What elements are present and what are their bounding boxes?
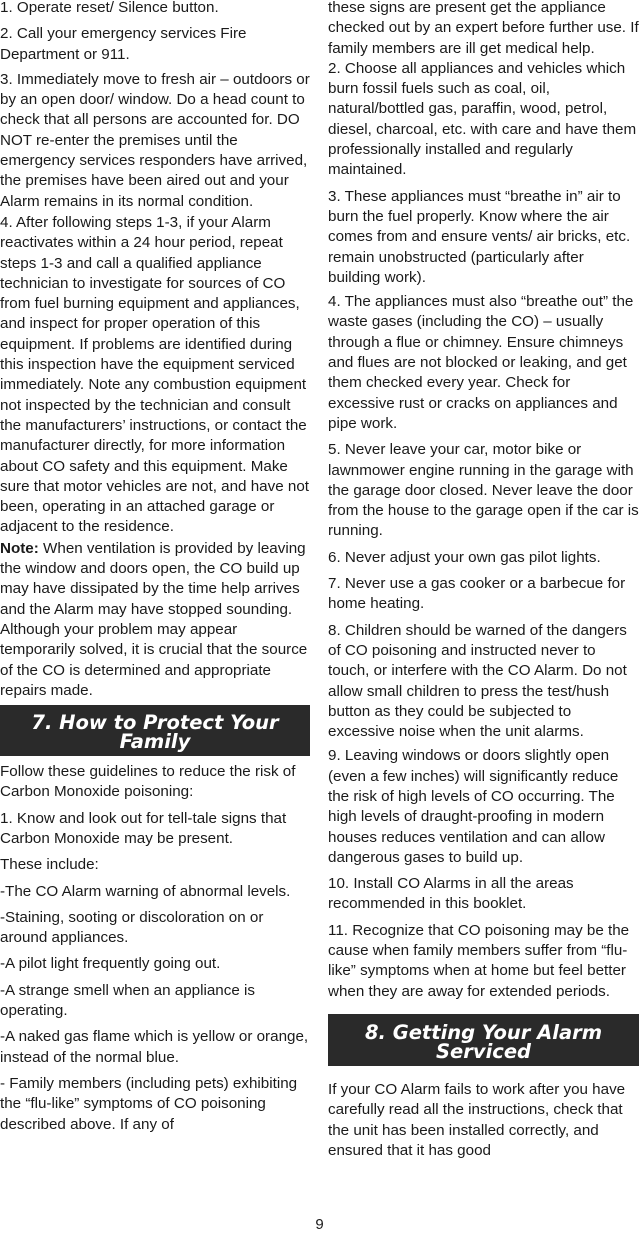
sign-family-symptoms: - Family members (including pets) exhibiting the “flu-like” symptoms of CO poisoning described above. If any of: [0, 1074, 298, 1133]
tip-tell-tale-signs: 1. Know and look out for tell-tale signs that Carbon Monoxide may be present.: [0, 809, 287, 847]
step-call-emergency: 2. Call your emergency services Fire Department or 911.: [0, 25, 247, 63]
sign-alarm-warning: -The CO Alarm warning of abnormal levels.: [0, 882, 291, 900]
signs-continued: these signs are present get the appliance checked out by an expert before further use. If family members are ill get medical help.: [328, 0, 639, 57]
tip-breathe-out: 4. The appliances must also “breathe out” the waste gases (including the CO) – usually through a flue or chimney. Ensure chimneys and flues are not blocked or leaking, and get them checked every year. Check for excessive rust or cracks on appliances and pipe work.: [328, 293, 634, 432]
note-label: Note:: [0, 539, 39, 557]
tip-children: 8. Children should be warned of the dangers of CO poisoning and instructed never to touch, or interfere with the CO Alarm. Do not allow small children to press the test/hush button as they could be subjected to excessive noise when the unit alarms.: [328, 621, 627, 741]
sign-strange-smell: -A strange smell when an appliance is operating.: [0, 981, 255, 1020]
page-number: 9: [315, 1216, 324, 1233]
section-8-heading: [328, 1014, 639, 1066]
step-reactivates: 4. After following steps 1-3, if your Alarm reactivates within a 24 hour period, repeat steps 1-3 and call a qualified appliance technician to investigate for sources of CO from fuel burning equipment and appliances, and inspect for proper operation of this equipment. If problems are identified during this inspection have the equipment serviced immediately. Note any combustion equipment not inspected by the technician and consult the manufacturers’ instructions, or contact the manufacturer directly, for more information about CO safety and this equipment. Make sure that motor vehicles are not, and have not been, operating in an attached garage or adjacent to the residence.: [0, 213, 309, 536]
tip-pilot-lights: 6. Never adjust your own gas pilot lights.: [328, 548, 601, 566]
tip-windows: 9. Leaving windows or doors slightly open (even a few inches) will significantly reduce the risk of high levels of CO occurring. The high levels of draught-proofing in modern houses reduces ventilation and can allow dangerous gases to build up.: [328, 747, 619, 866]
tip-choose-appliances: 2. Choose all appliances and vehicles which burn fossil fuels such as coal, oil, natural/bottled gas, paraffin, wood, petrol, diesel, charcoal, etc. with care and have them professionally installed and regularly maintained.: [328, 59, 637, 179]
note-text: When ventilation is provided by leaving the window and doors open, the CO build up may have dissipated by the time help arrives and the Alarm may have stopped sounding. Although your problem may appear temporarily solved, it is crucial that the source of the CO is determined and appropriate repairs made.: [0, 539, 308, 699]
step-fresh-air: 3. Immediately move to fresh air – outdoors or by an open door/ window. Do a head count to check that all persons are accounted for. DO NOT re-enter the premises until the emergency services responders have arrived, the premises have been aired out and your Alarm remains in its normal condition.: [0, 70, 310, 210]
sign-pilot-light: -A pilot light frequently going out.: [0, 955, 221, 973]
intro-guidelines: Follow these guidelines to reduce the risk of Carbon Monoxide poisoning:: [0, 763, 296, 801]
signs-intro: These include:: [0, 856, 99, 874]
sign-staining: -Staining, sooting or discoloration on or around appliances.: [0, 908, 264, 947]
section-8-title-line1: 8. Getting Your Alarm: [364, 1020, 603, 1044]
servicing-intro: If your CO Alarm fails to work after you have carefully read all the instructions, check that the unit has been installed correctly, and ensured that it has good: [328, 1080, 626, 1159]
right-column: [328, 0, 639, 1161]
sign-gas-flame: -A naked gas flame which is yellow or orange, instead of the normal blue.: [0, 1028, 309, 1066]
tip-recognize-poisoning: 11. Recognize that CO poisoning may be the cause when family members suffer from “flu-like” symptoms when at home but feel better when they are away for extended periods.: [328, 921, 630, 1000]
tip-breathe-in: 3. These appliances must “breathe in” air to burn the fuel properly. Know where the air comes from and ensure vents/ air bricks, etc. remain unobstructed (particularly after building work).: [328, 187, 631, 286]
note-paragraph: [0, 539, 310, 701]
tip-engine-garage: 5. Never leave your car, motor bike or lawnmower engine running in the garage with the garage door closed. Never leave the door from the house to the garage open if the car is running.: [328, 441, 639, 540]
section-7-title-line1: 7. How to Protect Your: [31, 711, 279, 735]
left-column: [0, 0, 310, 1135]
section-7-title-line2: Family: [119, 730, 191, 754]
step-reset: 1. Operate reset/ Silence button.: [0, 0, 219, 16]
section-7-heading: [0, 705, 310, 756]
tip-gas-cooker: 7. Never use a gas cooker or a barbecue for home heating.: [328, 575, 626, 613]
tip-install-alarms: 10. Install CO Alarms in all the areas recommended in this booklet.: [328, 875, 574, 913]
section-8-title-line2: Serviced: [435, 1039, 532, 1063]
